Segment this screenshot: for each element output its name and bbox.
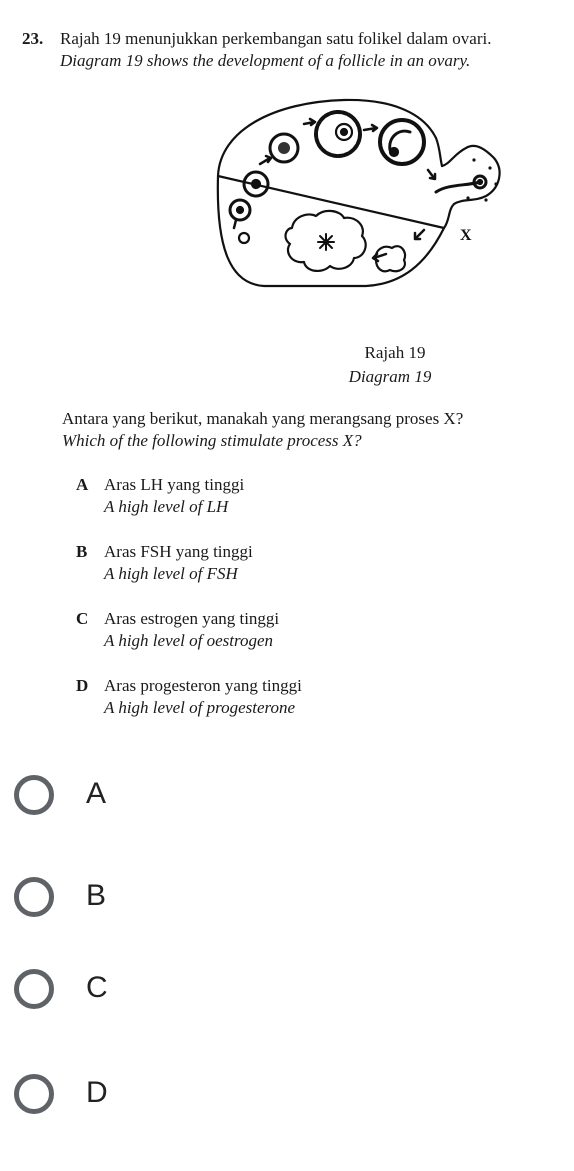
choice-b[interactable] <box>14 877 314 933</box>
option-letter: D <box>76 676 89 695</box>
question-stem <box>62 408 562 452</box>
option-letter: B <box>76 542 88 561</box>
choice-label: B <box>86 879 107 912</box>
radio-button[interactable] <box>14 877 54 917</box>
choice-c[interactable] <box>14 969 314 1025</box>
choice-label: A <box>86 777 107 810</box>
caption-malay: Rajah 19 <box>364 343 426 362</box>
arrow <box>416 230 424 238</box>
question-block <box>22 28 562 72</box>
stem-malay: Antara yang berikut, manakah yang merangsang proses X? <box>62 409 464 428</box>
option-c <box>76 608 546 652</box>
option-text-malay: Aras estrogen yang tinggi <box>104 609 280 628</box>
option-text-english: A high level of oestrogen <box>104 631 274 650</box>
option-text-malay: Aras progesteron yang tinggi <box>104 676 302 695</box>
graafian-follicle <box>380 120 424 164</box>
tertiary-follicle <box>316 112 360 156</box>
corpus-albicans <box>376 246 405 271</box>
option-d <box>76 675 546 719</box>
radio-button[interactable] <box>14 969 54 1009</box>
option-b <box>76 541 546 585</box>
question-text-malay: Rajah 19 menunjukkan perkembangan satu folikel dalam ovari. <box>60 29 492 48</box>
radio-button[interactable] <box>14 775 54 815</box>
caption-english: Diagram 19 <box>348 367 432 386</box>
primordial-follicle <box>239 233 249 243</box>
stem-english: Which of the following stimulate process X? <box>62 431 362 450</box>
arrow <box>234 220 236 228</box>
choice-d[interactable] <box>14 1074 314 1130</box>
option-a <box>76 474 546 518</box>
ovary-outline <box>218 100 444 286</box>
choice-a[interactable] <box>14 775 314 831</box>
option-text-english: A high level of FSH <box>104 564 238 583</box>
question-number: 23. <box>22 29 44 48</box>
option-letter: C <box>76 609 89 628</box>
arrow <box>428 170 434 178</box>
question-text-english: Diagram 19 shows the development of a follicle in an ovary. <box>60 51 471 70</box>
option-letter: A <box>76 475 89 494</box>
option-text-english: A high level of progesterone <box>104 698 296 717</box>
ovary-diagram <box>204 88 514 310</box>
label-x: X <box>460 227 472 244</box>
radio-button[interactable] <box>14 1074 54 1114</box>
choice-label: C <box>86 971 108 1004</box>
choice-label: D <box>86 1076 108 1109</box>
option-text-malay: Aras FSH yang tinggi <box>104 542 253 561</box>
option-text-malay: Aras LH yang tinggi <box>104 475 245 494</box>
question-text <box>60 28 562 72</box>
option-text-english: A high level of LH <box>104 497 229 516</box>
